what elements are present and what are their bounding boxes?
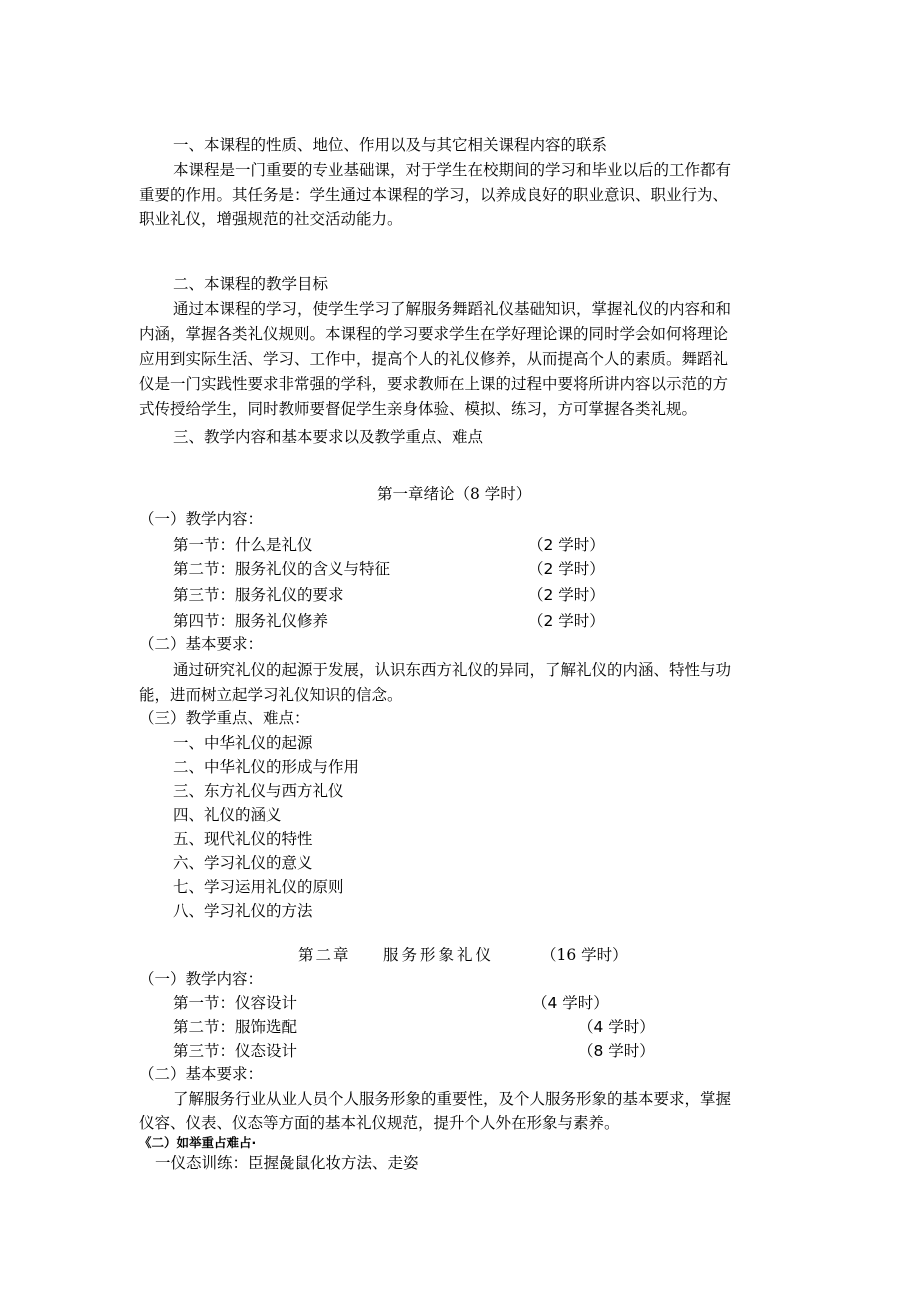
chapter2-section-hours: （4 学时） <box>578 1018 655 1036</box>
section2-line: 仪是一门实践性要求非常强的学科，要求教师在上课的过程中要将所讲内容以示范的方 <box>139 375 729 393</box>
chapter1-section-hours: （2 学时） <box>528 586 605 604</box>
section1-line: 重要的作用。其任务是：学生通过本课程的学习，以养成良好的职业意识、职业行为、 <box>139 186 729 204</box>
chapter1-requirements-line: 通过研究礼仪的起源于发展，认识东西方礼仪的异同，了解礼仪的内涵、特性与功 <box>173 661 732 679</box>
chapter1-section-hours: （2 学时） <box>528 536 605 554</box>
chapter1-title: 第一章绪论（8 学时） <box>377 485 532 503</box>
chapter1-keypoint: 五、现代礼仪的特性 <box>173 830 313 848</box>
section1-heading: 一、本课程的性质、地位、作用以及与其它相关课程内容的联系 <box>173 136 608 154</box>
chapter1-keypoint: 二、中华礼仪的形成与作用 <box>173 758 360 776</box>
chapter2-section-hours: （4 学时） <box>532 994 609 1012</box>
chapter1-section-hours: （2 学时） <box>528 612 605 630</box>
chapter1-requirements-line: 能，进而树立起学习礼仪知识的信念。 <box>139 686 403 704</box>
chapter2-title-hours: （16 学时） <box>541 946 628 964</box>
section1-line: 本课程是一门重要的专业基础课，对于学生在校期间的学习和毕业以后的工作都有 <box>173 161 732 179</box>
chapter1-section-name: 第四节：服务礼仪修养 <box>173 612 329 630</box>
section1-line: 职业礼仪，增强规范的社交活动能力。 <box>139 210 403 228</box>
chapter2-keypoints-label: 《二）如举重占难占· <box>139 1135 257 1150</box>
chapter2-requirements-label: （二）基本要求： <box>139 1065 264 1083</box>
chapter2-title-number: 第二章 <box>298 946 351 964</box>
section2-line: 式传授给学生，同时教师要督促学生亲身体验、模拟、练习，方可掌握各类礼规。 <box>139 400 698 418</box>
chapter2-keypoint: 一仪态训练：臣握彘鼠化妆方法、走姿 <box>155 1154 419 1172</box>
chapter2-requirements-line: 了解服务行业从业人员个人服务形象的重要性，及个人服务形象的基本要求，掌握 <box>173 1090 732 1108</box>
chapter1-keypoint: 八、学习礼仪的方法 <box>173 902 313 920</box>
chapter1-requirements-label: （二）基本要求： <box>139 635 264 653</box>
section2-line: 内涵，掌握各类礼仪规则。本课程的学习要求学生在学好理论课的同时学会如何将理论 <box>139 325 729 343</box>
chapter2-section-hours: （8 学时） <box>578 1042 655 1060</box>
chapter2-section-name: 第二节：服饰选配 <box>173 1018 298 1036</box>
section3-heading: 三、教学内容和基本要求以及教学重点、难点 <box>173 428 484 446</box>
chapter1-keypoints-label: （三）教学重点、难点： <box>139 709 310 727</box>
section2-line: 应用到实际生活、学习、工作中，提高个人的礼仪修养，从而提高个人的素质。舞蹈礼 <box>139 350 729 368</box>
chapter1-keypoint: 一、中华礼仪的起源 <box>173 734 313 752</box>
chapter2-requirements-line: 仪容、仪表、仪态等方面的基本礼仪规范，提升个人外在形象与素养。 <box>139 1114 620 1132</box>
section2-heading: 二、本课程的教学目标 <box>173 275 329 293</box>
chapter1-section-name: 第一节：什么是礼仪 <box>173 536 313 554</box>
chapter1-keypoint: 三、东方礼仪与西方礼仪 <box>173 782 344 800</box>
chapter2-content-label: （一）教学内容： <box>139 970 264 988</box>
chapter1-keypoint: 四、礼仪的涵义 <box>173 806 282 824</box>
chapter1-section-hours: （2 学时） <box>528 560 605 578</box>
chapter1-section-name: 第三节：服务礼仪的要求 <box>173 586 344 604</box>
chapter2-section-name: 第三节：仪态设计 <box>173 1042 298 1060</box>
chapter1-section-name: 第二节：服务礼仪的含义与特征 <box>173 560 391 578</box>
section2-line: 通过本课程的学习，使学生学习了解服务舞蹈礼仪基础知识，掌握礼仪的内容和和 <box>173 300 732 318</box>
chapter1-keypoint: 六、学习礼仪的意义 <box>173 854 313 872</box>
chapter1-content-label: （一）教学内容： <box>139 510 264 528</box>
chapter2-section-name: 第一节：仪容设计 <box>173 994 298 1012</box>
chapter1-keypoint: 七、学习运用礼仪的原则 <box>173 878 344 896</box>
chapter2-title-name: 服务形象礼仪 <box>383 946 495 964</box>
